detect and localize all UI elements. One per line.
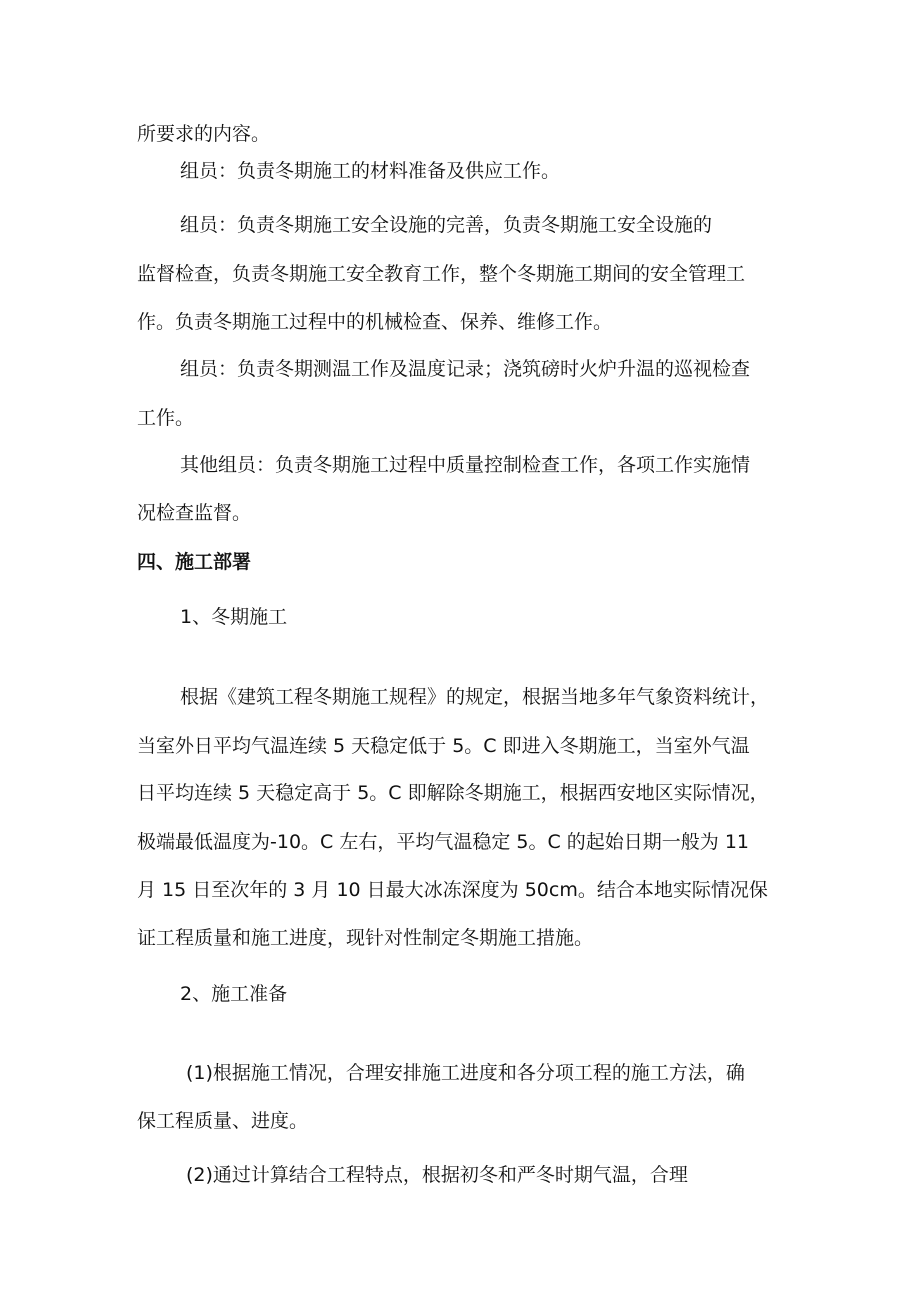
- text-line: (2)通过计算结合工程特点，根据初冬和严冬时期气温，合理: [186, 1164, 688, 1186]
- text-line: (1)根据施工情况，合理安排施工进度和各分项工程的施工方法，确: [186, 1062, 745, 1084]
- text-line: 其他组员：负责冬期施工过程中质量控制检查工作，各项工作实施情: [180, 454, 751, 476]
- text-line: 况检查监督。: [137, 502, 252, 524]
- subsection-heading: 2、施工准备: [180, 983, 288, 1005]
- text-line: 监督检查，负责冬期施工安全教育工作，整个冬期施工期间的安全管理工: [137, 263, 746, 285]
- text-line: 作。负责冬期施工过程中的机械检查、保养、维修工作。: [137, 311, 613, 333]
- text-line: 保工程质量、进度。: [137, 1110, 309, 1132]
- section-heading: 四、施工部署: [137, 551, 252, 573]
- text-line: 组员：负责冬期施工的材料准备及供应工作。: [180, 160, 561, 182]
- text-line: 极端最低温度为-10。C 左右，平均气温稳定 5。C 的起始日期一般为 11: [137, 831, 749, 853]
- text-line: 证工程质量和施工进度，现针对性制定冬期施工措施。: [137, 927, 594, 949]
- text-line: 组员：负责冬期施工安全设施的完善，负责冬期施工安全设施的: [180, 214, 713, 236]
- text-line: 月 15 日至次年的 3 月 10 日最大冰冻深度为 50cm。结合本地实际情况保: [137, 879, 768, 901]
- text-line: 工作。: [137, 407, 195, 429]
- text-line: 根据《建筑工程冬期施工规程》的规定，根据当地多年气象资料统计，: [180, 686, 770, 708]
- text-line: 当室外日平均气温连续 5 天稳定低于 5。C 即进入冬期施工，当室外气温: [137, 735, 750, 757]
- text-line: 组员：负责冬期测温工作及温度记录；浇筑磅时火炉升温的巡视检查: [180, 358, 751, 380]
- subsection-heading: 1、冬期施工: [180, 606, 288, 628]
- text-line: 所要求的内容。: [137, 123, 271, 145]
- text-line: 日平均连续 5 天稳定高于 5。C 即解除冬期施工，根据西安地区实际情况，: [137, 782, 769, 804]
